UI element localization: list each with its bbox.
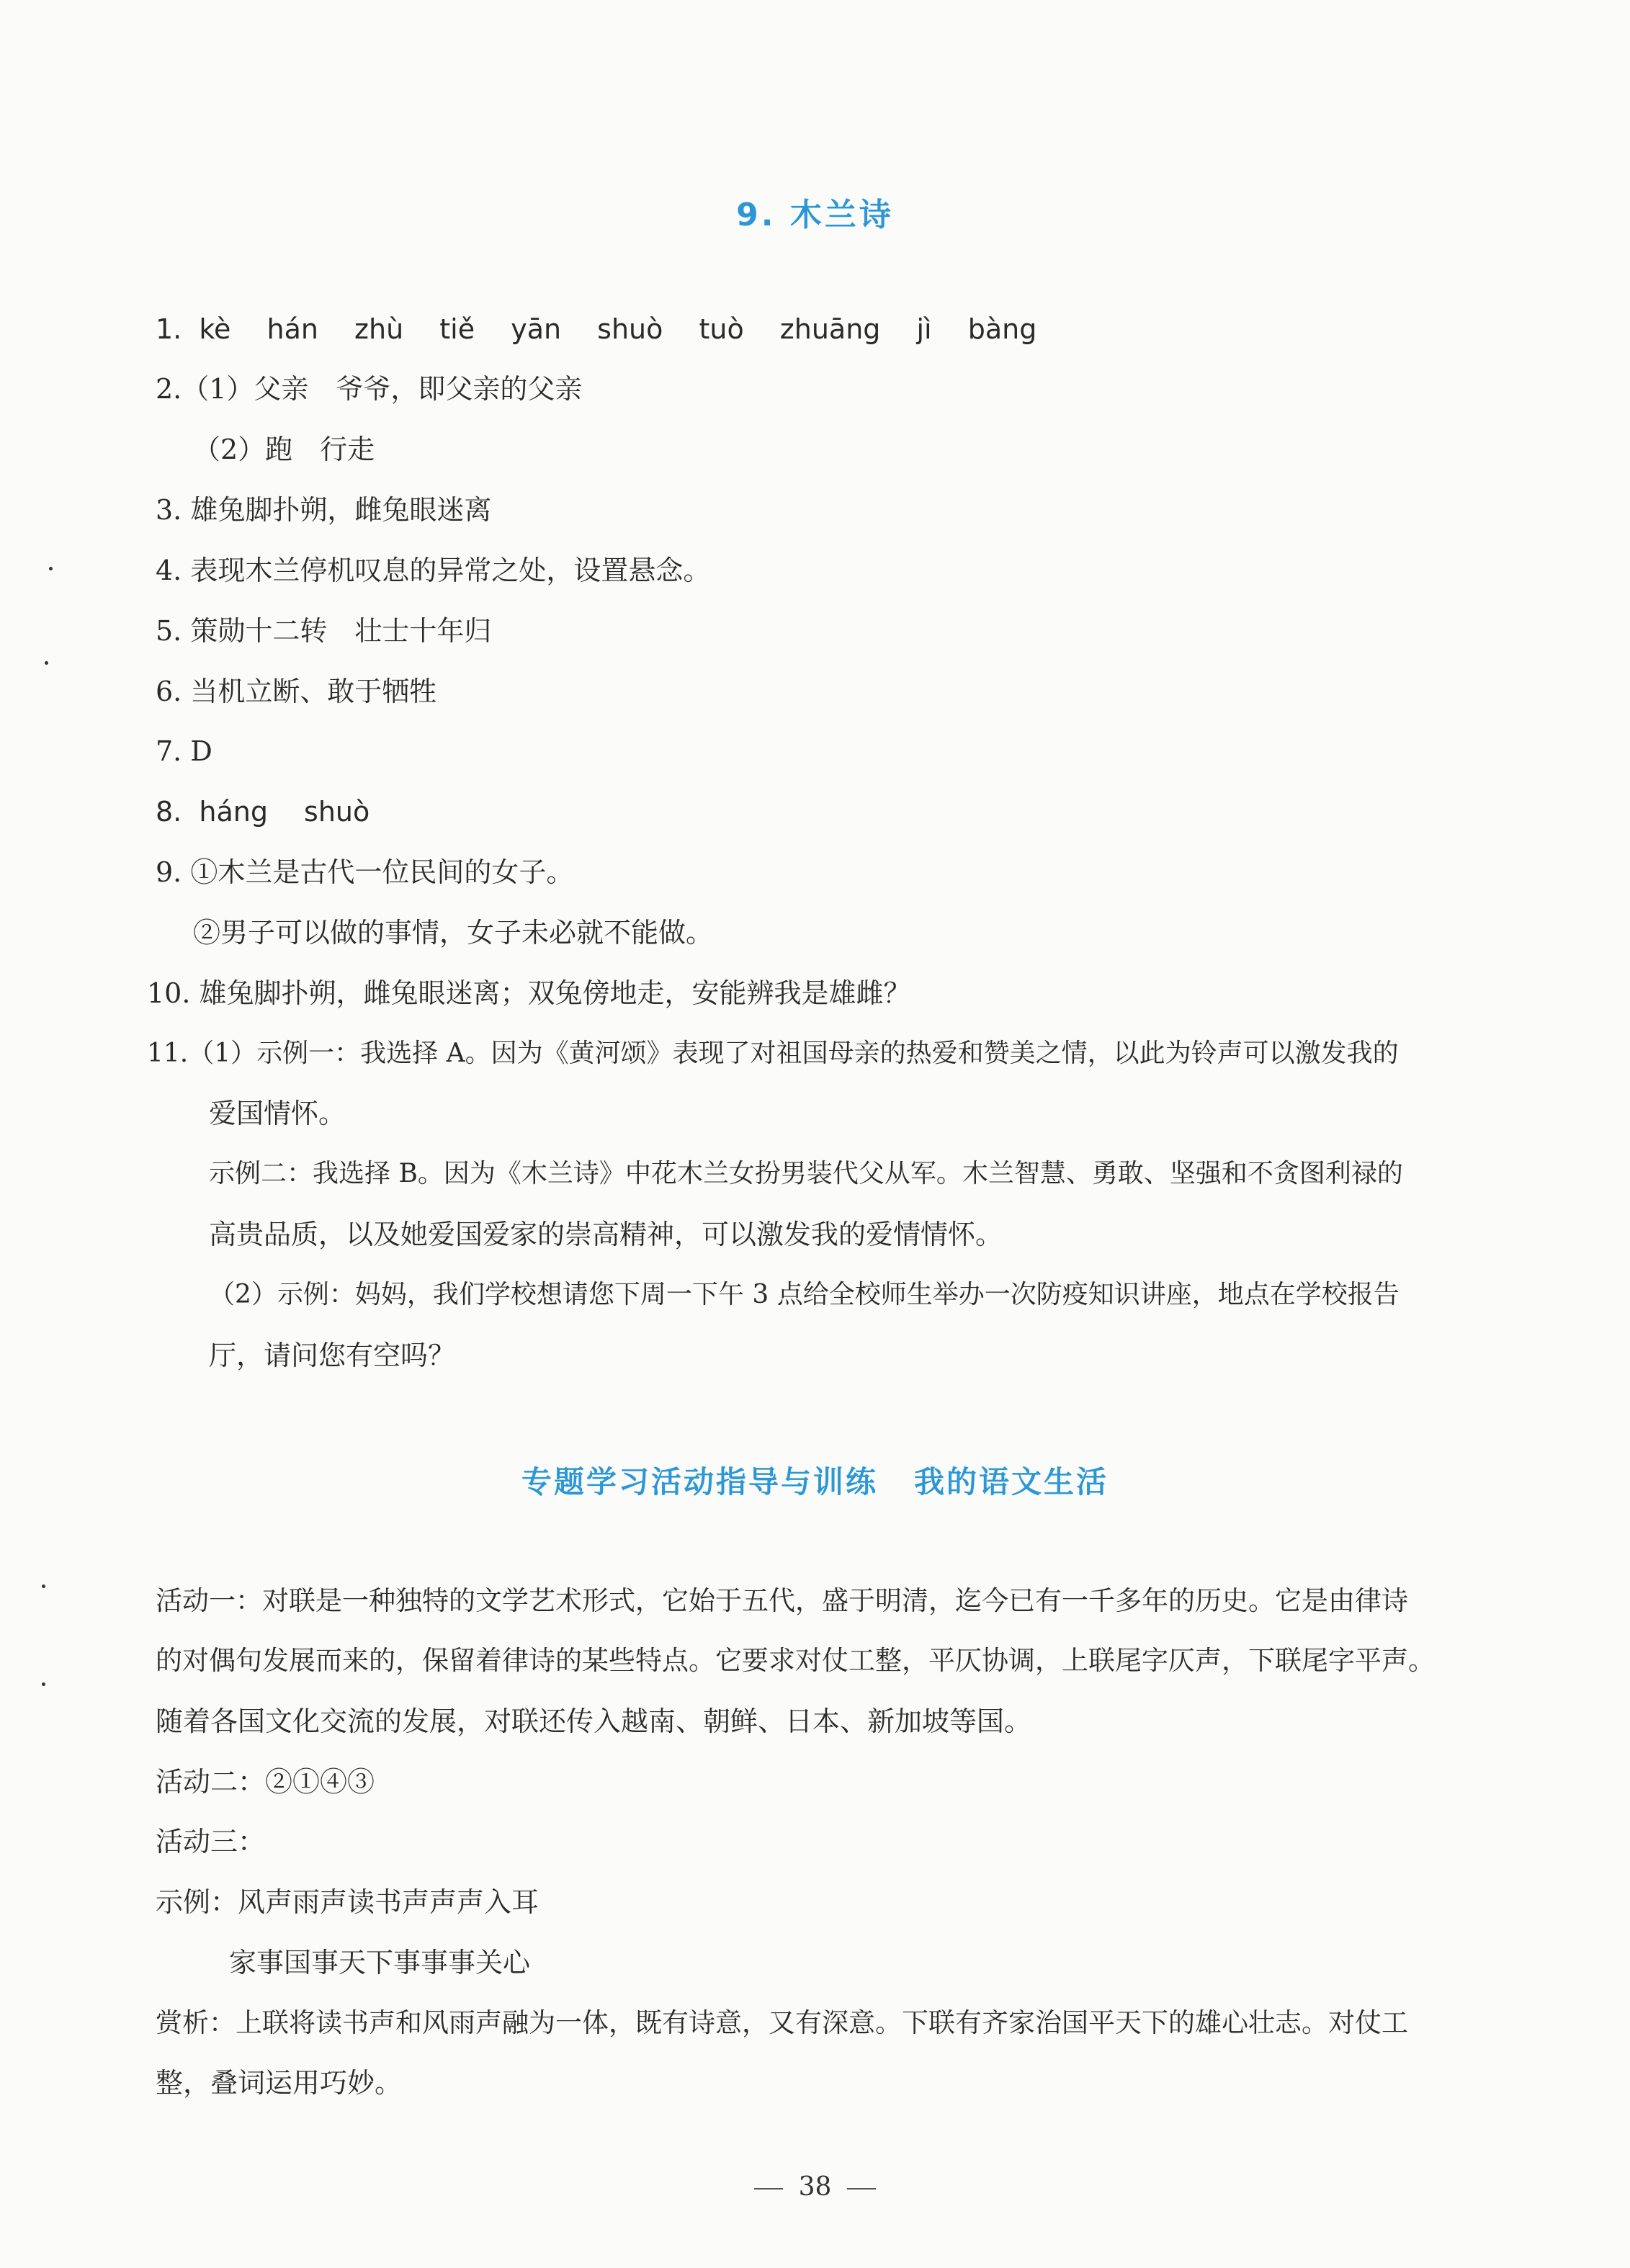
pinyin: háng: [199, 796, 268, 828]
answer-7: 7. D: [156, 735, 212, 767]
pinyin: tuò: [699, 313, 744, 345]
activity-1-line3: 随着各国文化交流的发展，对联还传入越南、朝鲜、日本、新加坡等国。: [156, 1706, 1032, 1737]
appreciation-line1: 赏析：上联将读书声和风雨声融为一体，既有诗意，又有深意。下联有齐家治国平天下的雄心壮志。对仗工: [156, 2007, 1408, 2038]
answer-3: 3. 雄兔脚扑朔，雌兔眼迷离: [156, 494, 492, 526]
scan-speck: [49, 567, 53, 570]
activity-3: 活动三：: [156, 1826, 266, 1857]
scan-speck: [45, 661, 48, 665]
answer-10: 10. 雄兔脚扑朔，雌兔眼迷离；双兔傍地走，安能辨我是雄雌？: [147, 977, 911, 1009]
scan-speck: [42, 1682, 45, 1686]
pinyin: kè: [199, 313, 231, 345]
answer-2b: （2）跑 行走: [193, 434, 375, 465]
pinyin: yān: [511, 313, 562, 345]
answer-1-number: 1.: [156, 313, 182, 345]
answer-6: 6. 当机立断、敢于牺牲: [156, 676, 437, 707]
answer-2a: 2.（1）父亲 爷爷，即父亲的父亲: [156, 373, 583, 405]
answer-11-3-line1: （2）示例：妈妈，我们学校想请您下周一下午 3 点给全校师生举办一次防疫知识讲座，地点在学校报告: [209, 1280, 1400, 1309]
activity-1-line2: 的对偶句发展而来的，保留着律诗的某些特点。它要求对仗工整，平仄协调，上联尾字仄声，下联尾字平声。: [156, 1645, 1435, 1676]
pinyin: zhù: [354, 313, 404, 345]
divider: [754, 2188, 783, 2189]
pinyin: shuò: [304, 796, 370, 828]
activity-1-line1: 活动一：对联是一种独特的文学艺术形式，它始于五代，盛于明清，迄今已有一千多年的历史。它是由律诗: [156, 1585, 1408, 1616]
pinyin: jì: [916, 313, 932, 345]
couplet-example-line1: 示例：风声雨声读书声声声入耳: [156, 1886, 539, 1918]
pinyin: zhuāng: [779, 313, 881, 345]
answer-5: 5. 策勋十二转 壮士十年归: [156, 615, 492, 647]
answer-11-3-line2: 厅，请问您有空吗？: [209, 1340, 456, 1371]
scan-speck: [42, 1585, 45, 1588]
answer-11-2-line1: 示例二：我选择 B。因为《木兰诗》中花木兰女扮男装代父从军。木兰智慧、勇敢、坚强和不贪图利禄的: [209, 1159, 1403, 1188]
answer-9b: ②男子可以做的事情，女子未必就不能做。: [193, 917, 714, 949]
answer-8-number: 8.: [156, 796, 182, 828]
activity-2: 活动二：②①④③: [156, 1766, 375, 1798]
answer-9a: 9. ①木兰是古代一位民间的女子。: [156, 856, 574, 888]
pinyin: shuò: [597, 313, 663, 345]
answer-1: [156, 311, 1064, 347]
section-title-activity: [0, 1458, 1630, 1502]
page-number-value: 38: [798, 2172, 832, 2202]
divider: [847, 2188, 876, 2189]
answer-11-1-line2: 爱国情怀。: [209, 1098, 346, 1129]
page-number: [0, 2172, 1630, 2202]
section-title-activity-b: 我的语文生活: [914, 1464, 1109, 1500]
answer-11-2-line2: 高贵品质，以及她爱国爱家的崇高精神，可以激发我的爱情情怀。: [209, 1219, 1003, 1250]
couplet-example-line2: 家事国事天下事事事关心: [229, 1947, 531, 1978]
answer-8: [156, 794, 397, 830]
section-title-mulanshi: 9. 木兰诗: [736, 197, 894, 233]
answer-4: 4. 表现木兰停机叹息的异常之处，设置悬念。: [156, 555, 711, 586]
pinyin: bàng: [967, 313, 1037, 345]
answer-11-1-line1: 11.（1）示例一：我选择 A。因为《黄河颂》表现了对祖国母亲的热爱和赞美之情，以此为铃声可以激发我的: [147, 1039, 1399, 1068]
pinyin: hán: [267, 313, 318, 345]
pinyin: tiě: [439, 313, 475, 345]
appreciation-line2: 整，叠词运用巧妙。: [156, 2067, 403, 2099]
section-title-activity-a: 专题学习活动指导与训练: [521, 1464, 878, 1500]
